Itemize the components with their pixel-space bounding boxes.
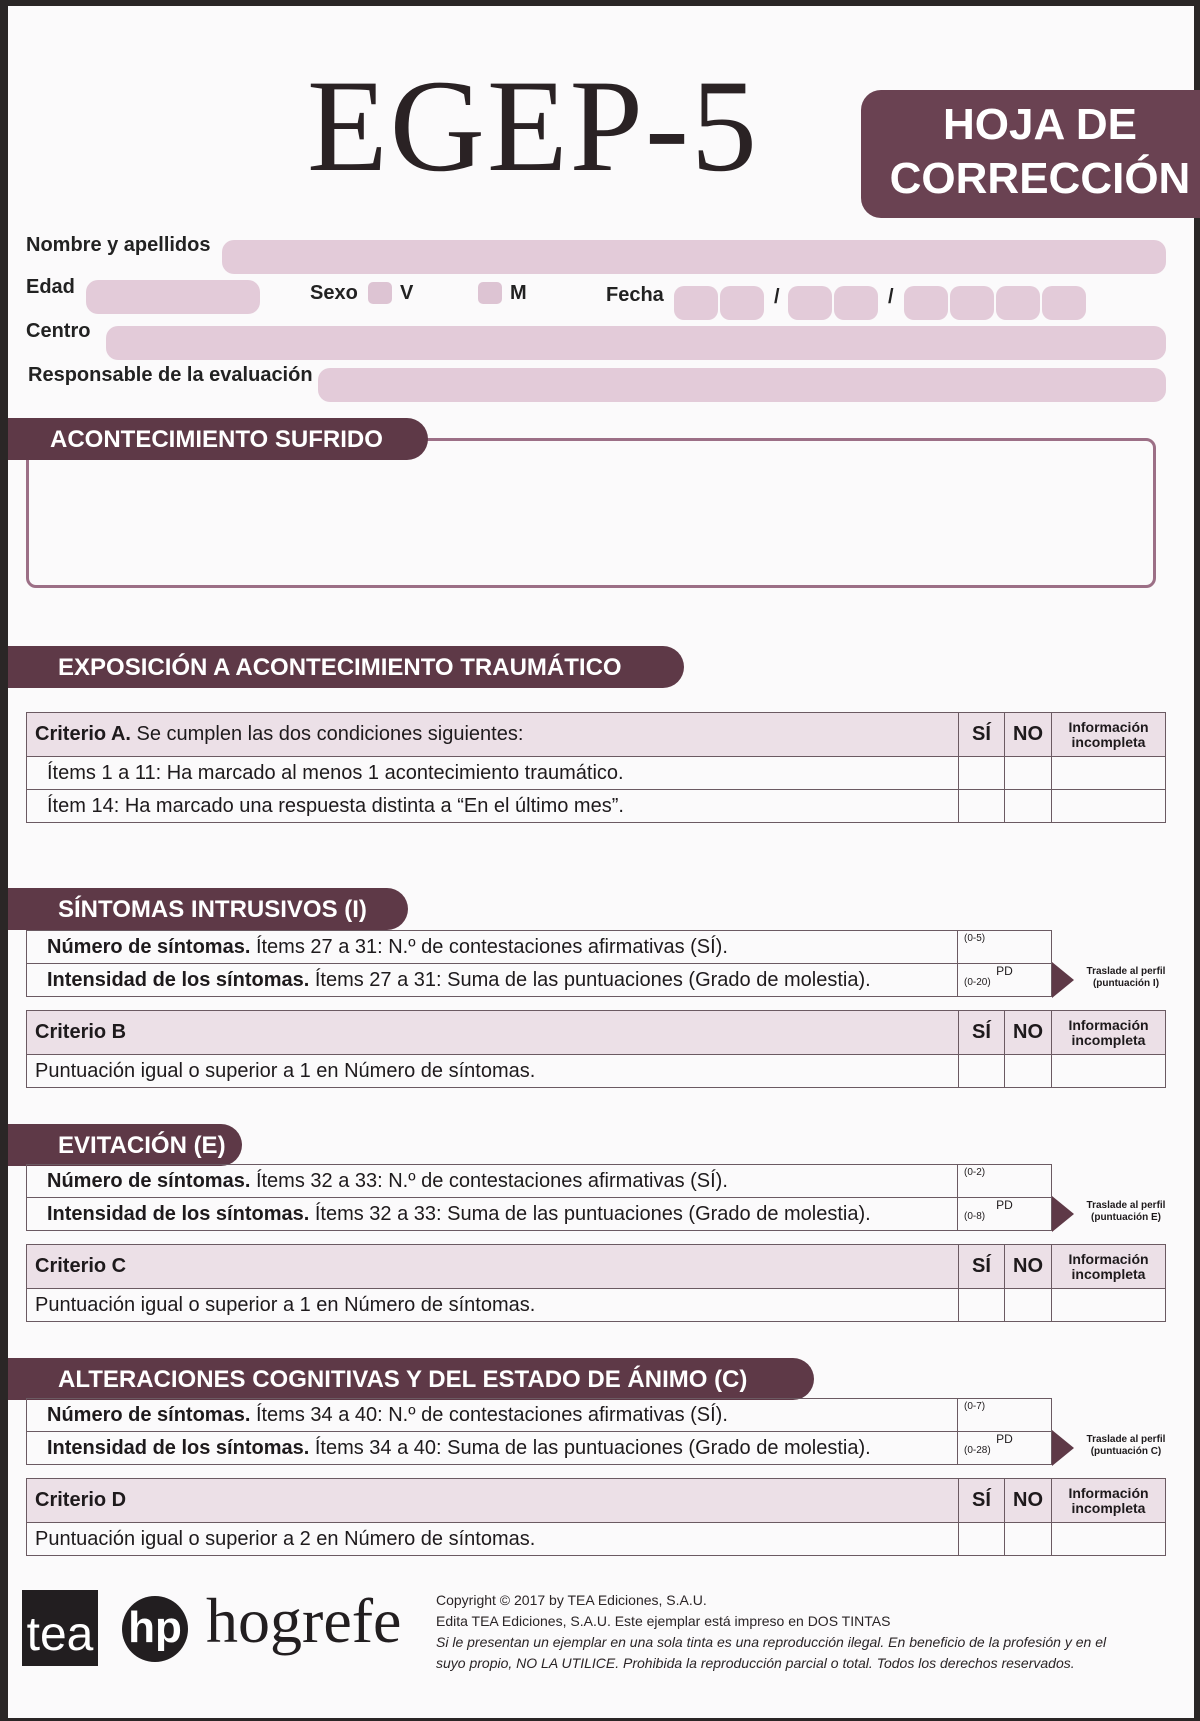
traslade-line1: Traslade al perfil xyxy=(1086,1434,1166,1445)
copyright-line-4: suyo propio, NO LA UTILICE. Prohibida la reproducción parcial o total. Todos los derechos reservados. xyxy=(436,1655,1075,1671)
nombre-field[interactable] xyxy=(222,240,1166,274)
cell-no[interactable] xyxy=(1005,1289,1052,1322)
criterio-a-bold: Criterio A. xyxy=(35,723,131,745)
criterio-a-row-1: Ítems 1 a 11: Ha marcado al menos 1 acontecimiento traumático. xyxy=(27,757,959,790)
hogrefe-wordmark: hogrefe xyxy=(206,1585,402,1656)
criterio-c-table xyxy=(26,1244,1166,1322)
intrusivos-num-row xyxy=(27,931,958,964)
col-inc-line2: incompleta xyxy=(1071,733,1146,750)
alteraciones-int-bold: Intensidad de los síntomas. xyxy=(47,1436,310,1459)
col-inc-line1: Información xyxy=(1068,1250,1149,1267)
fecha-month-2[interactable] xyxy=(834,286,878,320)
acontecimiento-box[interactable] xyxy=(26,438,1156,588)
col-incompleta xyxy=(1052,713,1166,757)
criterio-b-table xyxy=(26,1010,1166,1088)
criterio-c-header: Criterio C xyxy=(27,1245,959,1289)
intrusivos-score-table xyxy=(26,930,1052,997)
intrusivos-int-score[interactable] xyxy=(958,964,1052,997)
responsable-field[interactable] xyxy=(318,368,1166,402)
sexo-m-checkbox[interactable] xyxy=(478,282,502,304)
range-label: (0-5) xyxy=(964,933,986,944)
copyright-line-2: Edita TEA Ediciones, S.A.U. Este ejemplar está impreso en DOS TINTAS xyxy=(436,1613,891,1629)
sexo-v-checkbox[interactable] xyxy=(368,282,392,304)
col-inc-line1: Información xyxy=(1068,718,1149,735)
hogrefe-logo-icon: hp xyxy=(122,1596,188,1662)
traslade-line2: (puntuación E) xyxy=(1091,1212,1161,1223)
evitacion-banner: EVITACIÓN (E) xyxy=(8,1124,242,1166)
table-row xyxy=(27,1055,1166,1088)
col-incompleta xyxy=(1052,1479,1166,1523)
fecha-year-2[interactable] xyxy=(950,286,994,320)
table-row xyxy=(27,790,1166,823)
alteraciones-num-row xyxy=(27,1399,958,1432)
evitacion-int-bold: Intensidad de los síntomas. xyxy=(47,1202,310,1225)
alteraciones-num-bold: Número de síntomas. xyxy=(47,1403,251,1426)
traslade-perfil-c xyxy=(1066,1434,1186,1458)
cell-no[interactable] xyxy=(1005,1523,1052,1556)
col-si: SÍ xyxy=(959,1479,1005,1523)
evitacion-num-bold: Número de síntomas. xyxy=(47,1169,251,1192)
copyright-line-3: Si le presentan un ejemplar en una sola tinta es una reproducción ilegal. En beneficio de la profesión y en el xyxy=(436,1634,1107,1650)
copyright-notice xyxy=(436,1590,1136,1674)
edad-field[interactable] xyxy=(86,280,260,314)
fecha-slash-1: / xyxy=(774,286,780,308)
range-label: (0-28) xyxy=(964,1445,991,1456)
alteraciones-num-rest: Ítems 34 a 40: N.º de contestaciones afirmativas (SÍ). xyxy=(250,1403,728,1426)
criterio-a-row-2: Ítem 14: Ha marcado una respuesta distinta a “En el último mes”. xyxy=(27,790,959,823)
table-row xyxy=(27,757,1166,790)
cell-si[interactable] xyxy=(959,1055,1005,1088)
col-incompleta xyxy=(1052,1011,1166,1055)
sheet-type-badge xyxy=(861,90,1200,218)
intrusivos-banner: SÍNTOMAS INTRUSIVOS (I) xyxy=(8,888,408,930)
cell-si[interactable] xyxy=(959,1289,1005,1322)
sexo-m-label: M xyxy=(510,282,527,304)
fecha-label: Fecha xyxy=(606,284,664,306)
col-no: NO xyxy=(1005,713,1052,757)
cell-incompleta[interactable] xyxy=(1052,790,1166,823)
col-inc-line1: Información xyxy=(1068,1016,1149,1033)
evitacion-int-rest: Ítems 32 a 33: Suma de las puntuaciones (Grado de molestia). xyxy=(309,1202,871,1225)
alteraciones-banner: ALTERACIONES COGNITIVAS Y DEL ESTADO DE ÁNIMO (C) xyxy=(8,1358,814,1400)
range-label: (0-8) xyxy=(964,1211,986,1222)
cell-si[interactable] xyxy=(959,757,1005,790)
fecha-year-4[interactable] xyxy=(1042,286,1086,320)
evitacion-num-row xyxy=(27,1165,958,1198)
criterio-d-table xyxy=(26,1478,1166,1556)
intrusivos-int-bold: Intensidad de los síntomas. xyxy=(47,968,310,991)
badge-line-2: CORRECCIÓN xyxy=(889,154,1191,203)
fecha-day-2[interactable] xyxy=(720,286,764,320)
centro-field[interactable] xyxy=(106,326,1166,360)
centro-label: Centro xyxy=(26,320,91,342)
alteraciones-int-rest: Ítems 34 a 40: Suma de las puntuaciones (Grado de molestia). xyxy=(309,1436,871,1459)
range-label: (0-2) xyxy=(964,1167,986,1178)
fecha-slash-2: / xyxy=(888,286,894,308)
col-inc-line2: incompleta xyxy=(1071,1499,1146,1516)
col-inc-line1: Información xyxy=(1068,1484,1149,1501)
col-incompleta xyxy=(1052,1245,1166,1289)
copyright-line-1: Copyright © 2017 by TEA Ediciones, S.A.U. xyxy=(436,1592,707,1608)
fecha-day-1[interactable] xyxy=(674,286,718,320)
cell-incompleta[interactable] xyxy=(1052,1523,1166,1556)
col-si: SÍ xyxy=(959,713,1005,757)
criterio-b-row: Puntuación igual o superior a 1 en Número de síntomas. xyxy=(27,1055,959,1088)
col-inc-line2: incompleta xyxy=(1071,1031,1146,1048)
edad-label: Edad xyxy=(26,276,75,298)
evitacion-score-table xyxy=(26,1164,1052,1231)
cell-no[interactable] xyxy=(1005,1055,1052,1088)
intrusivos-num-rest: Ítems 27 a 31: N.º de contestaciones afirmativas (SÍ). xyxy=(250,935,728,958)
range-label: (0-20) xyxy=(964,977,991,988)
alteraciones-num-score[interactable] xyxy=(958,1399,1052,1432)
pd-label: PD xyxy=(996,1432,1013,1446)
intrusivos-num-score[interactable] xyxy=(958,931,1052,964)
sexo-v-label: V xyxy=(400,282,414,304)
exposicion-banner: EXPOSICIÓN A ACONTECIMIENTO TRAUMÁTICO xyxy=(8,646,684,688)
alteraciones-int-score[interactable] xyxy=(958,1432,1052,1465)
criterio-a-header xyxy=(27,713,959,757)
evitacion-int-row xyxy=(27,1198,958,1231)
col-inc-line2: incompleta xyxy=(1071,1265,1146,1282)
col-si: SÍ xyxy=(959,1011,1005,1055)
cell-incompleta[interactable] xyxy=(1052,1289,1166,1322)
traslade-line2: (puntuación I) xyxy=(1092,978,1160,989)
col-no: NO xyxy=(1005,1245,1052,1289)
evitacion-int-score[interactable] xyxy=(958,1198,1052,1231)
cell-si[interactable] xyxy=(959,1523,1005,1556)
sexo-label: Sexo xyxy=(310,282,358,304)
pd-label: PD xyxy=(996,964,1013,978)
evitacion-num-rest: Ítems 32 a 33: N.º de contestaciones afirmativas (SÍ). xyxy=(250,1169,728,1192)
criterio-a-table xyxy=(26,712,1166,823)
col-no: NO xyxy=(1005,1479,1052,1523)
test-title: EGEP-5 xyxy=(307,52,759,199)
intrusivos-num-bold: Número de síntomas. xyxy=(47,935,251,958)
traslade-line1: Traslade al perfil xyxy=(1086,966,1166,977)
responsable-label: Responsable de la evaluación xyxy=(28,364,313,386)
col-no: NO xyxy=(1005,1011,1052,1055)
fecha-year-3[interactable] xyxy=(996,286,1040,320)
cell-no[interactable] xyxy=(1005,790,1052,823)
intrusivos-int-rest: Ítems 27 a 31: Suma de las puntuaciones (Grado de molestia). xyxy=(309,968,871,991)
fecha-month-1[interactable] xyxy=(788,286,832,320)
table-row xyxy=(27,1289,1166,1322)
range-label: (0-7) xyxy=(964,1401,986,1412)
criterio-d-row: Puntuación igual o superior a 2 en Número de síntomas. xyxy=(27,1523,959,1556)
evitacion-num-score[interactable] xyxy=(958,1165,1052,1198)
cell-no[interactable] xyxy=(1005,757,1052,790)
pd-label: PD xyxy=(996,1198,1013,1212)
traslade-perfil-e xyxy=(1066,1200,1186,1224)
alteraciones-int-row xyxy=(27,1432,958,1465)
col-si: SÍ xyxy=(959,1245,1005,1289)
traslade-perfil-i xyxy=(1066,966,1186,990)
criterio-b-header: Criterio B xyxy=(27,1011,959,1055)
criterio-c-row: Puntuación igual o superior a 1 en Número de síntomas. xyxy=(27,1289,959,1322)
alteraciones-score-table xyxy=(26,1398,1052,1465)
criterio-a-rest: Se cumplen las dos condiciones siguientes: xyxy=(130,723,524,745)
fecha-year-1[interactable] xyxy=(904,286,948,320)
traslade-line1: Traslade al perfil xyxy=(1086,1200,1166,1211)
badge-line-1: HOJA DE xyxy=(943,100,1137,149)
cell-incompleta[interactable] xyxy=(1052,757,1166,790)
cell-incompleta[interactable] xyxy=(1052,1055,1166,1088)
tea-logo: tea xyxy=(22,1590,98,1666)
intrusivos-int-row xyxy=(27,964,958,997)
table-row xyxy=(27,1523,1166,1556)
traslade-line2: (puntuación C) xyxy=(1090,1446,1162,1457)
cell-si[interactable] xyxy=(959,790,1005,823)
nombre-label: Nombre y apellidos xyxy=(26,234,211,256)
acontecimiento-banner: ACONTECIMIENTO SUFRIDO xyxy=(8,418,428,460)
criterio-d-header: Criterio D xyxy=(27,1479,959,1523)
